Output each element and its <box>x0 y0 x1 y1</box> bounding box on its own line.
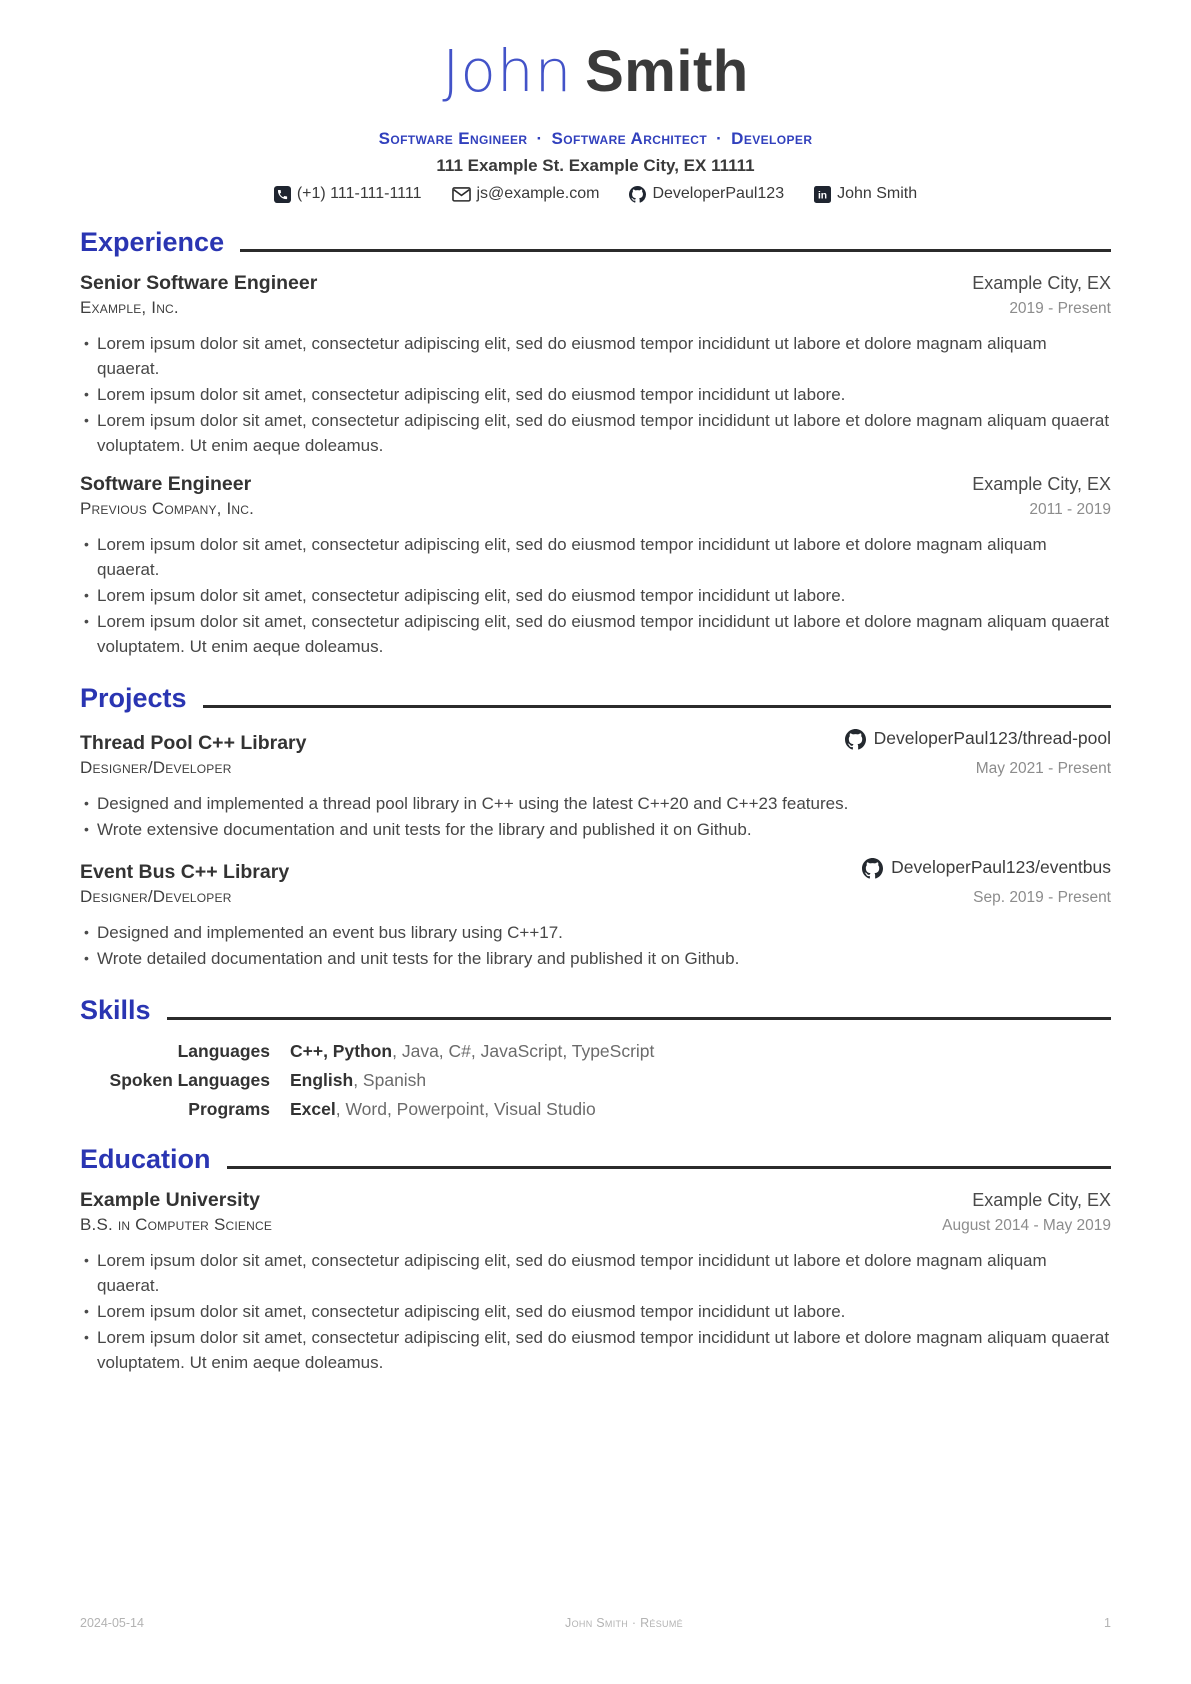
project-title: Event Bus C++ Library <box>80 861 290 883</box>
project-entry <box>80 857 1111 971</box>
skills-table <box>80 1041 1111 1120</box>
section-rule <box>240 249 1111 252</box>
bullet-item: • Lorem ipsum dolor sit amet, consectetur adipiscing elit, sed do eiusmod tempor incididunt ut labore et dolore magnam aliquam quaerat. <box>84 331 1111 381</box>
address: 111 Example St. Example City, EX 11111 <box>436 156 755 175</box>
linkedin-icon <box>814 186 831 203</box>
bullet-list <box>84 1248 1111 1375</box>
date-range: Sep. 2019 - Present <box>973 889 1111 906</box>
degree-name: B.S. in Computer Science <box>80 1215 273 1234</box>
project-title: Thread Pool C++ Library <box>80 732 307 754</box>
github-username: DeveloperPaul123 <box>652 185 785 202</box>
bullet-item: • Lorem ipsum dolor sit amet, consectetur adipiscing elit, sed do eiusmod tempor incididunt ut labore. <box>84 1299 1111 1324</box>
experience-entry <box>80 473 1111 659</box>
tagline <box>80 129 1111 149</box>
experience-heading-row <box>80 227 1111 257</box>
date-range: 2019 - Present <box>1009 300 1111 317</box>
tagline-separator: · <box>536 129 543 148</box>
bullet-item: • Lorem ipsum dolor sit amet, consectetur adipiscing elit, sed do eiusmod tempor incididunt ut labore et dolore magnam aliquam quaerat voluptatem. Ut enim aeque doleamus. <box>84 609 1111 659</box>
skill-row <box>80 1041 1111 1062</box>
job-location: Example City, EX <box>972 474 1111 494</box>
skill-row <box>80 1070 1111 1091</box>
repo-name: DeveloperPaul123/eventbus <box>891 857 1111 877</box>
github-icon <box>629 186 646 203</box>
project-role: Designer/Developer <box>80 887 232 906</box>
section-rule <box>203 705 1111 708</box>
bullet-item: • Designed and implemented an event bus library using C++17. <box>84 920 1111 945</box>
resume-name <box>80 38 1111 120</box>
bullet-item: • Lorem ipsum dolor sit amet, consectetur adipiscing elit, sed do eiusmod tempor incididunt ut labore. <box>84 382 1111 407</box>
company-name: Example, Inc. <box>80 298 179 317</box>
contact-row <box>80 185 1111 203</box>
github-profile-link[interactable] <box>629 185 784 203</box>
bullet-item: • Lorem ipsum dolor sit amet, consectetur adipiscing elit, sed do eiusmod tempor incididunt ut labore et dolore magnam aliquam quaerat voluptatem. Ut enim aeque doleamus. <box>84 1325 1111 1375</box>
bullet-item: • Lorem ipsum dolor sit amet, consectetur adipiscing elit, sed do eiusmod tempor incididunt ut labore et dolore magnam aliquam quaerat. <box>84 1248 1111 1298</box>
github-repo-link[interactable] <box>862 857 1111 878</box>
bullet-list <box>84 532 1111 659</box>
date-range: August 2014 - May 2019 <box>942 1217 1111 1234</box>
company-name: Previous Company, Inc. <box>80 499 255 518</box>
project-entry <box>80 728 1111 842</box>
linkedin-profile-link[interactable] <box>814 185 917 203</box>
section-education <box>80 1144 1111 1375</box>
school-location: Example City, EX <box>972 1190 1111 1210</box>
page-footer <box>80 1616 1111 1630</box>
date-range: 2011 - 2019 <box>1029 501 1111 518</box>
education-heading: Education <box>80 1144 211 1174</box>
experience-heading: Experience <box>80 227 225 257</box>
bullet-item: • Lorem ipsum dolor sit amet, consectetur adipiscing elit, sed do eiusmod tempor incididunt ut labore et dolore magnam aliquam quaerat voluptatem. Ut enim aeque doleamus. <box>84 408 1111 458</box>
tagline-item-1: Software Engineer <box>378 129 528 148</box>
tagline-separator: · <box>716 129 723 148</box>
bullet-list <box>84 791 1111 842</box>
school-name: Example University <box>80 1189 260 1211</box>
bullet-list <box>84 331 1111 458</box>
email-address: js@example.com <box>476 185 600 202</box>
section-skills <box>80 995 1111 1120</box>
section-experience <box>80 227 1111 659</box>
skill-label: Programs <box>188 1099 270 1119</box>
skill-label: Languages <box>177 1041 270 1061</box>
mail-icon <box>452 187 471 202</box>
experience-entry <box>80 272 1111 458</box>
footer-date: 2024-05-14 <box>80 1616 144 1630</box>
phone-link[interactable] <box>274 185 422 203</box>
bullet-item: • Lorem ipsum dolor sit amet, consectetur adipiscing elit, sed do eiusmod tempor incididunt ut labore et dolore magnam aliquam quaerat. <box>84 532 1111 582</box>
bullet-item: • Designed and implemented a thread pool library in C++ using the latest C++20 and C++23 features. <box>84 791 1111 816</box>
job-title: Senior Software Engineer <box>80 272 318 294</box>
section-rule <box>167 1017 1111 1020</box>
date-range: May 2021 - Present <box>975 760 1111 777</box>
github-icon <box>862 858 883 879</box>
github-repo-link[interactable] <box>845 728 1111 749</box>
repo-name: DeveloperPaul123/thread-pool <box>873 728 1111 748</box>
section-rule <box>227 1166 1111 1169</box>
footer-page-number: 1 <box>1104 1616 1111 1630</box>
footer-document-title: John Smith · Résumé <box>565 1616 683 1630</box>
linkedin-name: John Smith <box>837 185 918 202</box>
bullet-item: • Lorem ipsum dolor sit amet, consectetur adipiscing elit, sed do eiusmod tempor incididunt ut labore. <box>84 583 1111 608</box>
first-name: John <box>442 37 573 105</box>
skill-values: English, Spanish <box>290 1070 427 1090</box>
email-link[interactable] <box>452 185 600 203</box>
section-projects <box>80 683 1111 971</box>
github-icon <box>845 729 866 750</box>
skills-heading-row <box>80 995 1111 1025</box>
skills-heading: Skills <box>80 995 151 1025</box>
last-name: Smith <box>585 39 749 104</box>
bullet-list <box>84 920 1111 971</box>
bullet-item: • Wrote detailed documentation and unit tests for the library and published it on Github. <box>84 946 1111 971</box>
projects-heading-row <box>80 683 1111 713</box>
skill-values: Excel, Word, Powerpoint, Visual Studio <box>290 1099 596 1119</box>
tagline-item-2: Software Architect <box>551 129 708 148</box>
phone-icon <box>274 186 291 203</box>
skill-row <box>80 1099 1111 1120</box>
projects-heading: Projects <box>80 683 187 713</box>
phone-number: (+1) 111-111-1111 <box>296 185 422 202</box>
job-location: Example City, EX <box>972 273 1111 293</box>
tagline-item-3: Developer <box>731 129 813 148</box>
education-entry <box>80 1189 1111 1375</box>
education-heading-row <box>80 1144 1111 1174</box>
skill-values: C++, Python, Java, C#, JavaScript, TypeScript <box>290 1041 655 1061</box>
bullet-item: • Wrote extensive documentation and unit tests for the library and published it on Github. <box>84 817 1111 842</box>
skill-label: Spoken Languages <box>109 1070 270 1090</box>
job-title: Software Engineer <box>80 473 252 495</box>
project-role: Designer/Developer <box>80 758 232 777</box>
